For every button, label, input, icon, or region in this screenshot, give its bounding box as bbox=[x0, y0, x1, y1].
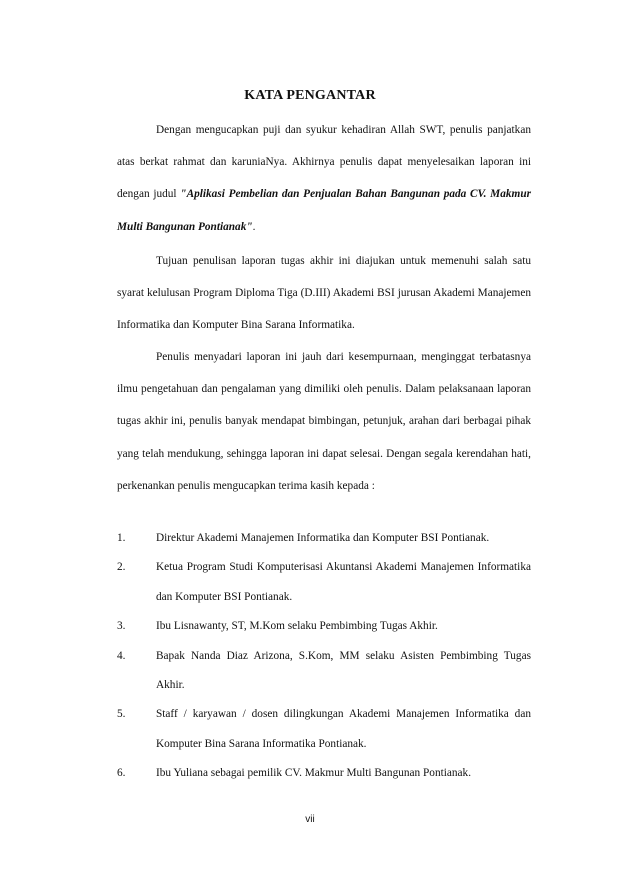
paragraph-purpose bbox=[117, 245, 531, 342]
list-item-number: 2. bbox=[117, 561, 126, 574]
paragraph-intro bbox=[117, 114, 531, 243]
list-item bbox=[117, 612, 531, 641]
list-item-text: Ibu Yuliana sebagai pemilik CV. Makmur Multi Bangunan Pontianak. bbox=[156, 767, 472, 780]
list-item-text: Bapak Nanda Diaz Arizona, S.Kom, MM selaku Asisten Pembimbing Tugas Akhir. bbox=[156, 649, 531, 692]
list-item-number: 5. bbox=[117, 708, 126, 721]
page-number: vii bbox=[305, 814, 315, 825]
list-item bbox=[117, 553, 531, 612]
list-item-text: Ibu Lisnawanty, ST, M.Kom selaku Pembimbing Tugas Akhir. bbox=[156, 620, 438, 633]
list-item bbox=[117, 524, 531, 553]
paragraph-intro-text bbox=[117, 114, 531, 243]
list-item bbox=[117, 700, 531, 759]
list-item-number: 3. bbox=[117, 620, 126, 633]
list-item-number: 1. bbox=[117, 532, 126, 544]
list-item bbox=[117, 642, 531, 701]
report-title: "Aplikasi Pembelian dan Penjualan Bahan Bangunan pada CV. Makmur Multi Bangunan Pontianak" bbox=[117, 188, 531, 233]
list-item-text: Ketua Program Studi Komputerisasi Akuntansi Akademi Manajemen Informatika dan Komputer BSI Pontianak. bbox=[156, 561, 531, 603]
list-item-text: Staff / karyawan / dosen dilingkungan Akademi Manajemen Informatika dan Komputer Bina Sarana Informatika Pontianak. bbox=[156, 708, 531, 750]
paragraph-purpose-text: Tujuan penulisan laporan tugas akhir ini diajukan untuk memenuhi salah satu syarat kelulusan Program Diploma Tiga (D.III) Akademi BSI jurusan Akademi Manajemen Informatika dan Komputer Bina Sarana Informatika. bbox=[117, 255, 531, 332]
page-title: KATA PENGANTAR bbox=[244, 88, 376, 103]
list-item bbox=[117, 759, 531, 788]
intro-end: . bbox=[252, 220, 256, 233]
list-item-number: 4. bbox=[117, 649, 126, 662]
list-item-text: Direktur Akademi Manajemen Informatika dan Komputer BSI Pontianak. bbox=[156, 532, 490, 544]
intro-text: Dengan mengucapkan puji dan syukur kehadiran Allah SWT, penulis panjatkan atas berkat rahmat dan karuniaNya. Akhirnya penulis dapat menyelesaikan laporan ini dengan judul bbox=[117, 124, 531, 201]
list-item-number: 6. bbox=[117, 767, 126, 780]
paragraph-gratitude-text: Penulis menyadari laporan ini jauh dari kesempurnaan, menginggat terbatasnya ilmu pengetahuan dan pengalaman yang dimiliki oleh penulis. Dalam pelaksanaan laporan tugas akhir ini, penulis banyak mendapat bimbingan, petunjuk, arahan dari berbagai pihak yang telah mendukung, sehingga laporan ini dapat selesai. Dengan segala kerendahan hati, perkenankan penulis mengucapkan terima kasih kepada : bbox=[117, 351, 531, 492]
acknowledgement-list bbox=[117, 524, 531, 789]
paragraph-gratitude bbox=[117, 341, 531, 502]
